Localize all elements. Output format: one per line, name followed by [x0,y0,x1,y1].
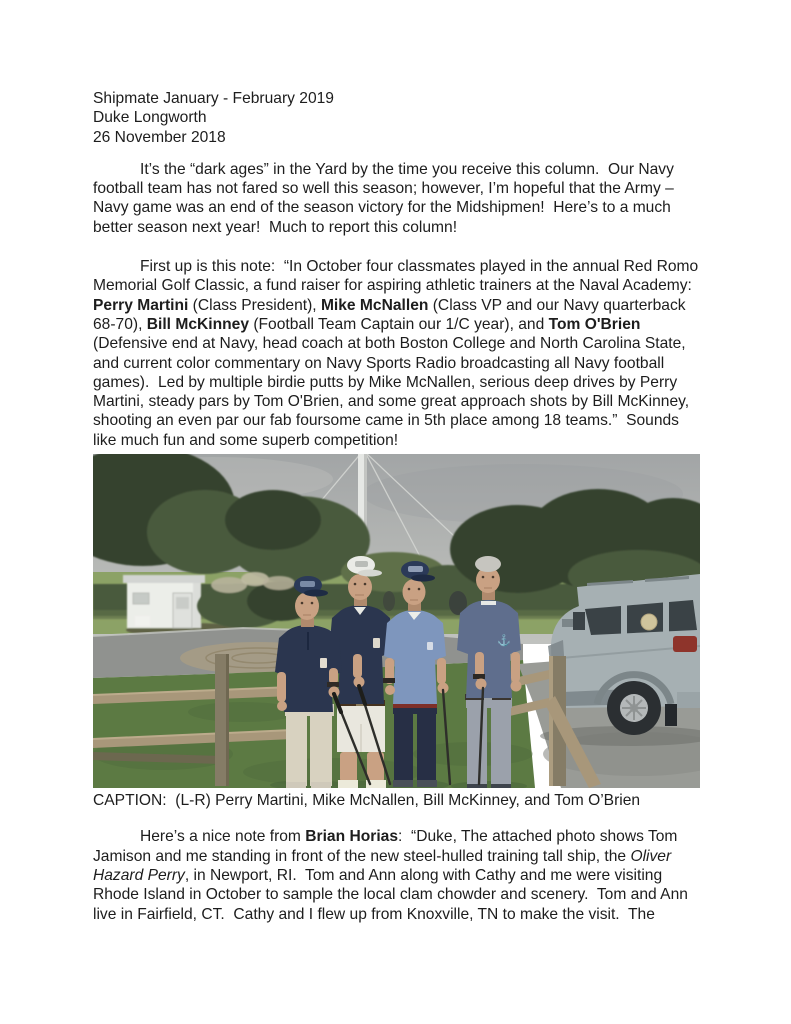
document-page [93,89,703,924]
mudflap [665,704,677,726]
wristwatch [327,682,339,687]
polo-crest [320,658,327,668]
paragraph-brian-horias: Here’s a nice note from Brian Horias: “Duke, The attached photo shows Tom Jamison and me standing in front of the new steel-hulled training tall ship, the Oliver Hazard Perry, in Newport, RI. Tom and Ann along with Cathy and me were visiting Rhode Island in October to sample the local clam chowder and scenery. Tom and Ann live in Fairfield, CT. Cathy and I flew up from Knoxville, TN to make the visit. The [93,828,693,923]
golf-photo-figure [93,454,700,810]
wristwatch [383,678,395,683]
paragraph-golf-classic: First up is this note: “In October four classmates played in the annual Red Romo Memorial Golf Classic, a fund raiser for aspiring athletic trainers at the Naval Academy: Perry Martini (Class President), Mike McNallen (Class VP and our Navy quarterback 68-70), Bill McKinney (Football Team Captain our 1/C year), and Tom O'Brien (Defensive end at Navy, head coach at both Boston College and North Carolina State, and current color commentary on Navy Sports Radio broadcasting all Navy football games). Led by multiple birdie putts by Mike McNallen, serious deep drives by Perry Martini, steady pars by Tom O'Brien, and some great approach shots by Bill McKinney, shooting an even par our fab foursome came in 5th place among 18 teams.” Sounds like much fun and some superb competition! [93,258,703,449]
side-mirror [562,619,573,627]
shed-bench [135,616,150,626]
distant-golfer [383,591,395,611]
header-date: 26 November 2018 [93,128,226,146]
photo-caption: CAPTION: (L-R) Perry Martini, Mike McNallen, Bill McKinney, and Tom O’Brien [93,792,641,810]
polo-crest [373,638,380,648]
suv-emblem [641,614,657,630]
wristwatch [473,674,485,679]
document-header [93,89,700,147]
tail-light [673,636,697,652]
header-author: Duke Longworth [93,109,207,127]
grey-hair [475,556,501,572]
polo-crest [427,642,433,650]
shed-window [133,593,149,604]
paragraph-dark-ages: It’s the “dark ages” in the Yard by the time you receive this column. Our Navy football team has not fared so well this season; however, I’m hopeful that the Army – Navy game was an end of the season victory for the Midshipmen! Here’s to a much better season next year! Much to report this column! [93,160,679,236]
golf-foursome-photo [93,454,700,788]
header-publication: Shipmate January - February 2019 [93,90,334,107]
anchor-logo-icon: ⚓ [497,635,511,648]
